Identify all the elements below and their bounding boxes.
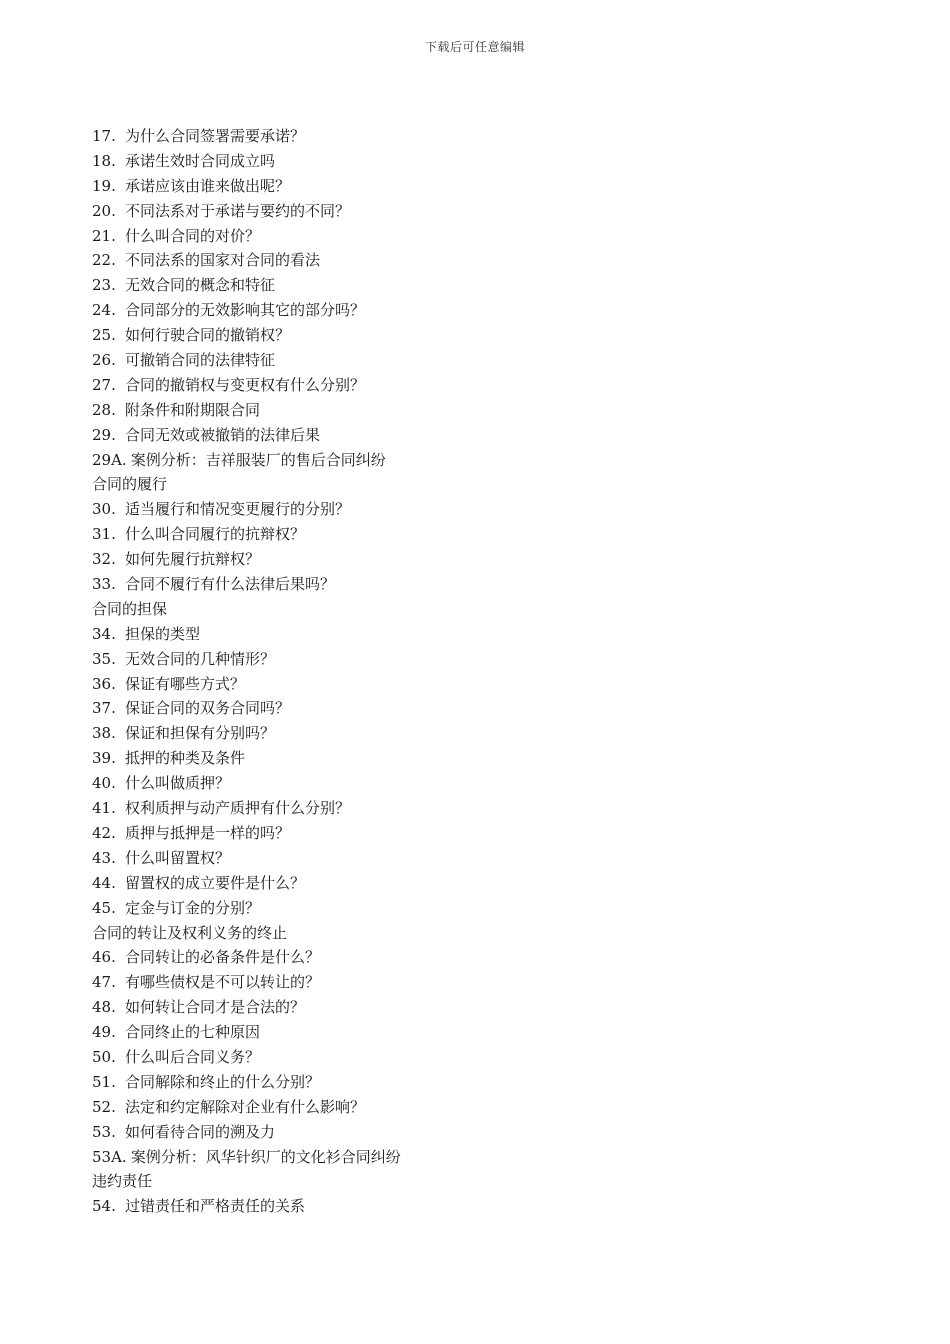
- toc-item: [92, 1045, 401, 1070]
- toc-item-number: 41.: [92, 799, 116, 818]
- toc-item-text: 不同法系的国家对合同的看法: [125, 251, 321, 270]
- toc-item-text: 无效合同的概念和特征: [125, 276, 276, 295]
- toc-item: [92, 721, 401, 746]
- toc-item-text: 合同无效或被撤销的法律后果: [125, 425, 321, 444]
- toc-item: [92, 149, 401, 174]
- toc-item-text: 保证有哪些方式？: [125, 674, 246, 693]
- toc-item-number: 28.: [92, 400, 116, 419]
- toc-item-text: 什么叫合同履行的抗辩权？: [125, 525, 306, 544]
- toc-item-text: 法定和约定解除对企业有什么影响？: [125, 1097, 366, 1116]
- toc-item: [92, 672, 401, 697]
- toc-list: [92, 124, 401, 1219]
- toc-item-number: 49.: [92, 1023, 116, 1042]
- toc-item-text: 权利质押与动产质押有什么分别？: [125, 799, 351, 818]
- toc-item-text: 有哪些债权是不可以转让的？: [125, 973, 321, 992]
- toc-item-number: 43.: [92, 848, 116, 867]
- toc-item: [92, 896, 401, 921]
- toc-item-text: 案例分析：吉祥服装厂的售后合同纠纷: [130, 450, 386, 469]
- section-heading-text: 合同的转让及权利义务的终止: [92, 923, 288, 942]
- toc-item-number: 54.: [92, 1197, 116, 1216]
- toc-item-number: 26.: [92, 351, 116, 370]
- toc-item-text: 如何先履行抗辩权？: [125, 550, 261, 569]
- toc-item: [92, 746, 401, 771]
- toc-item-text: 附条件和附期限合同: [125, 400, 261, 419]
- toc-item-text: 担保的类型: [125, 624, 201, 643]
- toc-item-text: 保证和担保有分别吗？: [125, 724, 276, 743]
- toc-item-text: 无效合同的几种情形？: [125, 649, 276, 668]
- toc-item-text: 合同不履行有什么法律后果吗？: [125, 575, 336, 594]
- toc-item: [92, 547, 401, 572]
- toc-item: [92, 323, 401, 348]
- toc-item-number: 29A.: [92, 450, 127, 469]
- toc-item-text: 什么叫做质押？: [125, 774, 231, 793]
- toc-item-text: 为什么合同签署需要承诺？: [125, 127, 306, 145]
- toc-item-number: 52.: [92, 1097, 116, 1116]
- toc-item-number: 19.: [92, 176, 116, 195]
- toc-item-text: 合同解除和终止的什么分别？: [125, 1072, 321, 1091]
- toc-item: [92, 647, 401, 672]
- page-header: 下载后可任意编辑: [424, 40, 525, 54]
- toc-item: [92, 174, 401, 199]
- toc-item-number: 20.: [92, 201, 116, 220]
- toc-item-number: 22.: [92, 251, 116, 270]
- toc-item: [92, 622, 401, 647]
- toc-item: [92, 995, 401, 1020]
- toc-item-number: 46.: [92, 948, 116, 967]
- toc-item: [92, 1095, 401, 1120]
- toc-item-text: 过错责任和严格责任的关系: [125, 1197, 306, 1216]
- toc-item-number: 38.: [92, 724, 116, 743]
- section-heading: [92, 1169, 401, 1194]
- toc-item: [92, 224, 401, 249]
- toc-item-number: 53A.: [92, 1147, 127, 1166]
- toc-item-number: 37.: [92, 699, 116, 718]
- toc-item-text: 定金与订金的分别？: [125, 898, 261, 917]
- toc-item: [92, 1120, 401, 1145]
- toc-item: [92, 945, 401, 970]
- toc-item-text: 如何转让合同才是合法的？: [125, 998, 306, 1017]
- section-heading: [92, 472, 401, 497]
- toc-item-number: 35.: [92, 649, 116, 668]
- toc-item-number: 24.: [92, 301, 116, 320]
- toc-item-number: 27.: [92, 375, 116, 394]
- toc-item-text: 合同转让的必备条件是什么？: [125, 948, 321, 967]
- toc-item-number: 29.: [92, 425, 116, 444]
- toc-item: [92, 846, 401, 871]
- toc-item-text: 保证合同的双务合同吗？: [125, 699, 291, 718]
- toc-item-number: 36.: [92, 674, 116, 693]
- toc-item: [92, 1194, 401, 1219]
- toc-item: [92, 448, 401, 473]
- toc-item-text: 适当履行和情况变更履行的分别？: [125, 500, 351, 519]
- toc-item-number: 21.: [92, 226, 116, 245]
- toc-item-number: 33.: [92, 575, 116, 594]
- toc-item-number: 34.: [92, 624, 116, 643]
- toc-item-number: 40.: [92, 774, 116, 793]
- toc-item: [92, 771, 401, 796]
- toc-item-number: 39.: [92, 749, 116, 768]
- toc-item-number: 50.: [92, 1047, 116, 1066]
- toc-item-text: 合同部分的无效影响其它的部分吗？: [125, 301, 366, 320]
- toc-item-text: 什么叫后合同义务？: [125, 1047, 261, 1066]
- toc-item: [92, 1070, 401, 1095]
- toc-item: [92, 199, 401, 224]
- toc-item-number: 32.: [92, 550, 116, 569]
- toc-item-text: 可撤销合同的法律特征: [125, 351, 276, 370]
- toc-item-text: 合同的撤销权与变更权有什么分别？: [125, 375, 366, 394]
- toc-item-text: 案例分析：风华针织厂的文化衫合同纠纷: [130, 1147, 401, 1166]
- toc-item: [92, 522, 401, 547]
- toc-item: [92, 248, 401, 273]
- toc-item-number: 31.: [92, 525, 116, 544]
- toc-item: [92, 796, 401, 821]
- toc-item-number: 44.: [92, 873, 116, 892]
- toc-item-number: 53.: [92, 1122, 116, 1141]
- toc-item: [92, 423, 401, 448]
- toc-item-text: 留置权的成立要件是什么？: [125, 873, 306, 892]
- toc-item-text: 什么叫留置权？: [125, 848, 231, 867]
- section-heading-text: 合同的履行: [92, 475, 168, 494]
- section-heading-text: 违约责任: [92, 1172, 153, 1191]
- toc-item: [92, 1020, 401, 1045]
- toc-item: [92, 398, 401, 423]
- toc-item: [92, 970, 401, 995]
- toc-item-number: 42.: [92, 823, 116, 842]
- toc-item-number: 47.: [92, 973, 116, 992]
- section-heading: [92, 597, 401, 622]
- toc-item: [92, 572, 401, 597]
- toc-item-number: 30.: [92, 500, 116, 519]
- toc-item-text: 承诺生效时合同成立吗: [125, 151, 276, 170]
- toc-item-text: 抵押的种类及条件: [125, 749, 246, 768]
- toc-item: [92, 124, 401, 149]
- toc-item-text: 什么叫合同的对价？: [125, 226, 261, 245]
- toc-item-text: 不同法系对于承诺与要约的不同？: [125, 201, 351, 220]
- toc-item: [92, 821, 401, 846]
- toc-item: [92, 497, 401, 522]
- toc-item-text: 如何行驶合同的撤销权？: [125, 326, 291, 345]
- toc-item-number: 48.: [92, 998, 116, 1017]
- toc-item-text: 合同终止的七种原因: [125, 1023, 261, 1042]
- toc-item: [92, 348, 401, 373]
- toc-item: [92, 373, 401, 398]
- toc-item-number: 45.: [92, 898, 116, 917]
- toc-item-number: 18.: [92, 151, 116, 170]
- toc-item-number: 51.: [92, 1072, 116, 1091]
- toc-item-text: 质押与抵押是一样的吗？: [125, 823, 291, 842]
- toc-item: [92, 298, 401, 323]
- toc-item: [92, 1145, 401, 1170]
- toc-item: [92, 696, 401, 721]
- toc-item: [92, 871, 401, 896]
- toc-item: [92, 273, 401, 298]
- toc-item-number: 25.: [92, 326, 116, 345]
- section-heading: [92, 921, 401, 946]
- toc-item-text: 如何看待合同的溯及力: [125, 1122, 276, 1141]
- section-heading-text: 合同的担保: [92, 599, 168, 618]
- toc-item-text: 承诺应该由谁来做出呢？: [125, 176, 291, 195]
- toc-item-number: 17.: [92, 127, 116, 145]
- toc-item-number: 23.: [92, 276, 116, 295]
